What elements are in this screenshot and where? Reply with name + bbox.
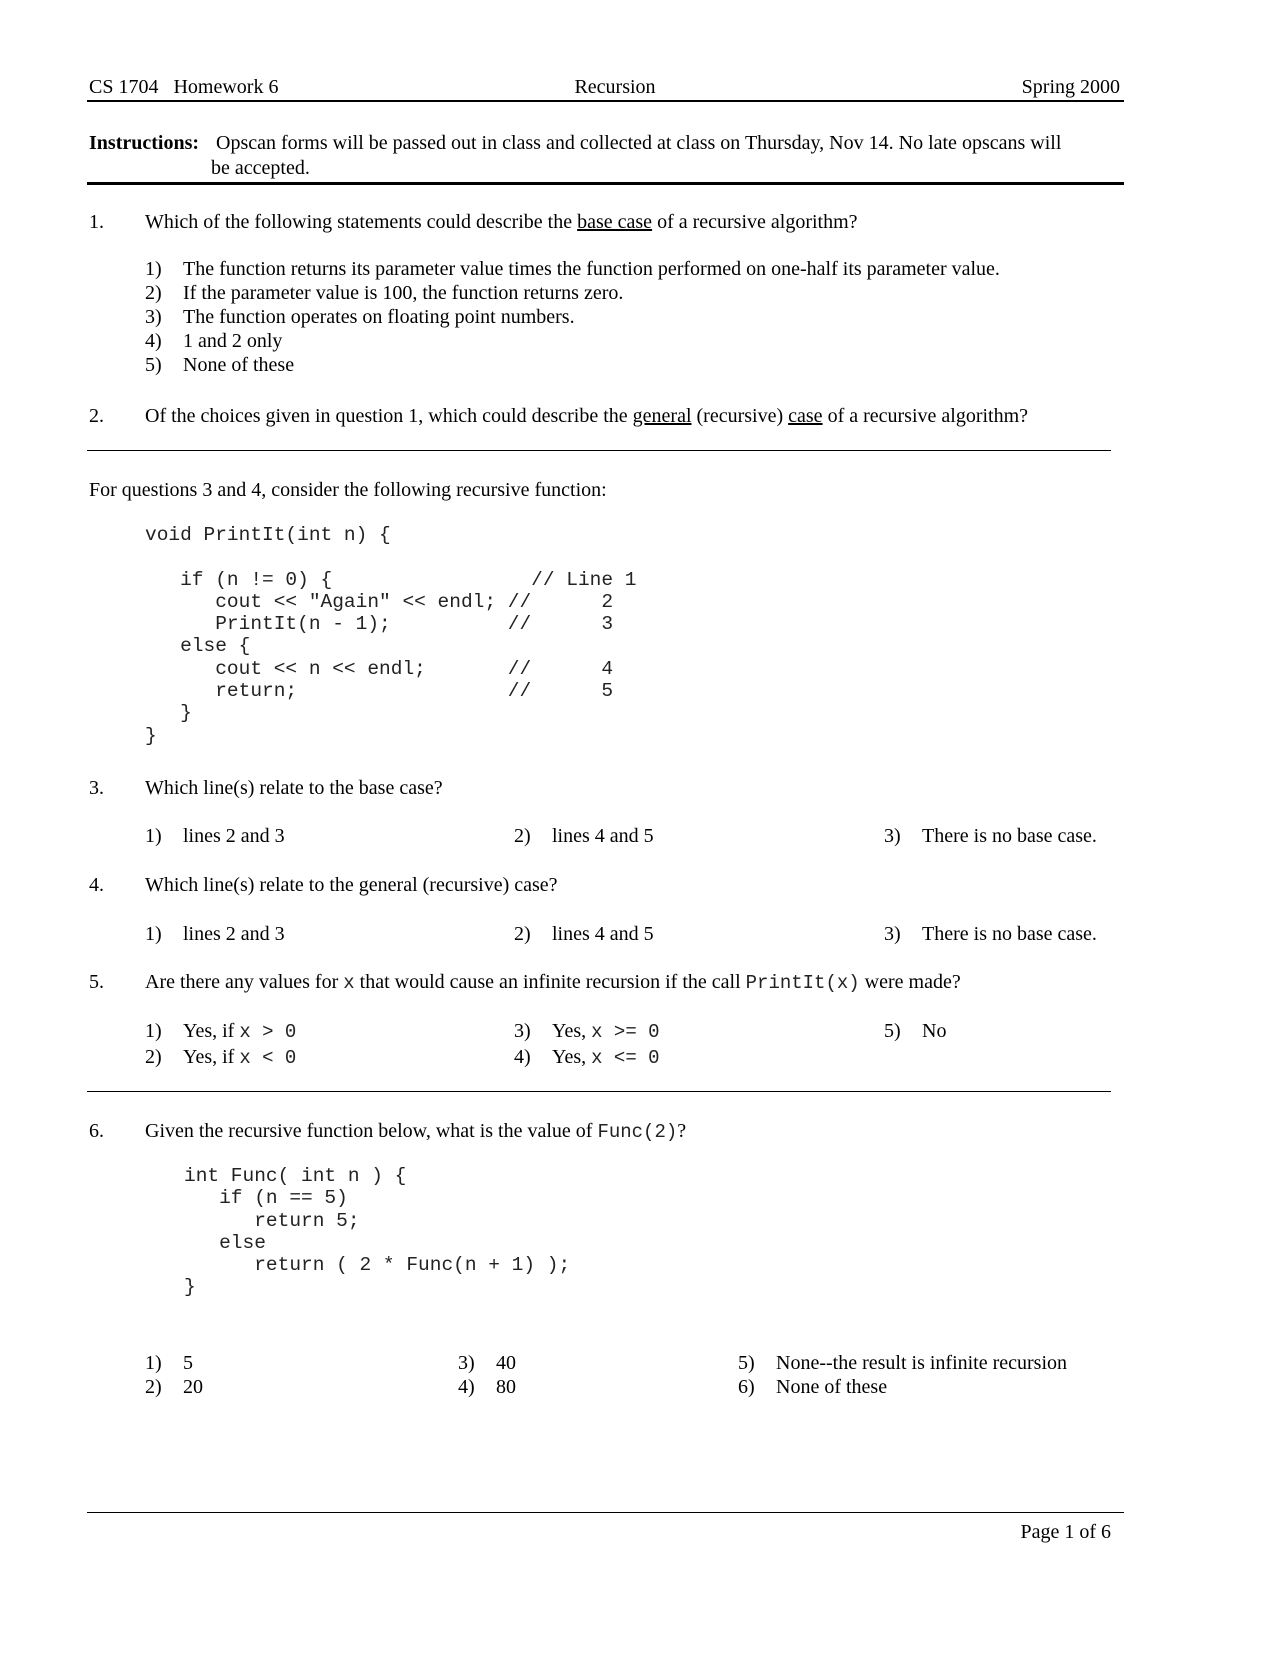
q6-text: Given the recursive function below, what is the value of Func(2)? [145, 1120, 687, 1143]
func-code: int Func( int n ) { if (n == 5) return 5; else return ( 2 * Func(n + 1) ); } [184, 1165, 571, 1299]
q5-option: 5) No [884, 1020, 947, 1042]
header-rule [87, 100, 1124, 102]
q6-number: 6. [89, 1120, 104, 1142]
instructions-line-1: Opscan forms will be passed out in class and collected at class on Thursday, Nov 14. No late opscans will [216, 132, 1062, 154]
q6-option: 2) 20 [145, 1376, 203, 1398]
printit-code: void PrintIt(int n) { if (n != 0) { // Line 1 cout << "Again" << endl; // 2 PrintIt(n - 1); // 3 else { cout << n << endl; // 4 return; // 5 } } [145, 524, 637, 747]
intro-q3-q4: For questions 3 and 4, consider the following recursive function: [89, 479, 607, 501]
q2-number: 2. [89, 405, 104, 427]
q3-option: 2) lines 4 and 5 [514, 825, 654, 847]
q1-number: 1. [89, 211, 104, 233]
q5-option: 3) Yes, x >= 0 [514, 1020, 660, 1043]
q3-option: 3) There is no base case. [884, 825, 1097, 847]
instructions-line-2: be accepted. [211, 157, 310, 179]
q3-text: Which line(s) relate to the base case? [145, 777, 443, 799]
course-title: CS 1704 Homework 6 [89, 76, 279, 98]
footer-rule [87, 1512, 1124, 1513]
q6-option: 3) 40 [458, 1352, 516, 1374]
q3-option: 1) lines 2 and 3 [145, 825, 285, 847]
q6-option: 4) 80 [458, 1376, 516, 1398]
q4-option: 1) lines 2 and 3 [145, 923, 285, 945]
q5-text: Are there any values for x that would cause an infinite recursion if the call PrintIt(x) were made? [145, 971, 961, 994]
q5-option: 2) Yes, if x < 0 [145, 1046, 297, 1069]
section-rule [87, 450, 1111, 451]
term-label: Spring 2000 [1021, 76, 1120, 98]
q1-option: 5) None of these [145, 354, 295, 376]
q6-option: 5) None--the result is infinite recursion [738, 1352, 1068, 1374]
q4-option: 3) There is no base case. [884, 923, 1097, 945]
q3-number: 3. [89, 777, 104, 799]
page-number: Page 1 of 6 [1020, 1521, 1111, 1543]
topic-title: Recursion [574, 76, 656, 98]
q1-option: 1) The function returns its parameter value times the function performed on one-half its parameter value. [145, 258, 1000, 280]
instructions-rule [87, 182, 1124, 185]
q4-text: Which line(s) relate to the general (recursive) case? [145, 874, 558, 896]
q1-option: 4) 1 and 2 only [145, 330, 283, 352]
q5-number: 5. [89, 971, 104, 993]
q4-number: 4. [89, 874, 104, 896]
section-rule [87, 1091, 1111, 1092]
q6-option: 6) None of these [738, 1376, 888, 1398]
q1-option: 2) If the parameter value is 100, the function returns zero. [145, 282, 624, 304]
instructions-label: Instructions: [89, 132, 200, 154]
q1-text: Which of the following statements could describe the base case of a recursive algorithm? [145, 211, 858, 233]
q5-option: 4) Yes, x <= 0 [514, 1046, 660, 1069]
q1-option: 3) The function operates on floating point numbers. [145, 306, 575, 328]
q5-option: 1) Yes, if x > 0 [145, 1020, 297, 1043]
q4-option: 2) lines 4 and 5 [514, 923, 654, 945]
q6-option: 1) 5 [145, 1352, 193, 1374]
q2-text: Of the choices given in question 1, which could describe the general (recursive) case of a recursive algorithm? [145, 405, 1029, 427]
